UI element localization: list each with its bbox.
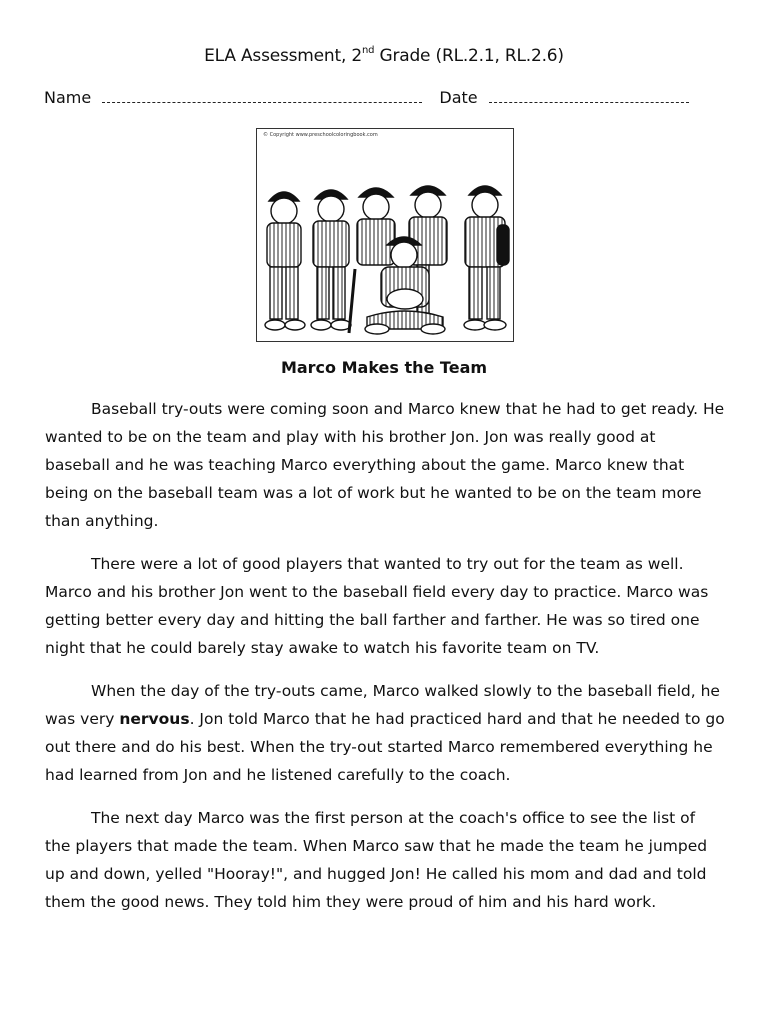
player-2 [311, 190, 351, 330]
baseball-team-illustration [256, 128, 514, 342]
title-prefix: ELA Assessment, 2 [204, 46, 362, 66]
worksheet-title [0, 46, 768, 66]
paragraph-3-text-end: . Jon told Marco that he had practiced hard and that he needed to go out there and do his best. When the try-out started Marco remembered everything he had learned from Jon and he listened carefully to the coach. [45, 710, 725, 784]
story-paragraph-4: The next day Marco was the first person at the coach's office to see the list of the players that made the team. When Marco saw that he made the team he jumped up and down, yelled "Hooray!", and hugged Jon! He called his mom and dad and told them the good news. They told him they were proud of him and his hard work. [45, 809, 708, 911]
player-5 [464, 186, 509, 330]
story-paragraph-3 [45, 677, 725, 789]
name-blank[interactable] [102, 88, 422, 103]
name-date-row [44, 88, 734, 107]
copyright-text: © Copyright www.preschoolcoloringbook.com [263, 132, 378, 138]
title-superscript: nd [361, 45, 375, 56]
story-body [45, 395, 725, 931]
date-blank[interactable] [489, 88, 689, 103]
player-1 [265, 192, 305, 330]
story-title: Marco Makes the Team [280, 358, 488, 377]
vocabulary-word-nervous: nervous [119, 710, 190, 728]
story-paragraph-2: There were a lot of good players that wanted to try out for the team as well. Marco and his brother Jon went to the baseball field every day to practice. Marco was getting better every day and hitting the ball farther and farther. He was so tired one night that he could barely stay awake to watch his favorite team on TV. [45, 555, 709, 657]
player-3 [357, 188, 395, 265]
paragraph-3-text-start: When the day of the try-outs came, Marco walked slowly to the baseball field, he was very [45, 682, 720, 728]
baseball-players-drawing [257, 129, 513, 341]
name-label: Name [44, 88, 92, 107]
date-label: Date [439, 88, 478, 107]
title-suffix: Grade (RL.2.1, RL.2.6) [374, 46, 564, 66]
story-paragraph-1: Baseball try-outs were coming soon and Marco knew that he had to get ready. He wanted to be on the team and play with his brother Jon. Jon was really good at baseball and he was teaching Marco everything about the game. Marco knew that being on the baseball team was a lot of work but he wanted to be on the team more than anything. [45, 400, 725, 530]
